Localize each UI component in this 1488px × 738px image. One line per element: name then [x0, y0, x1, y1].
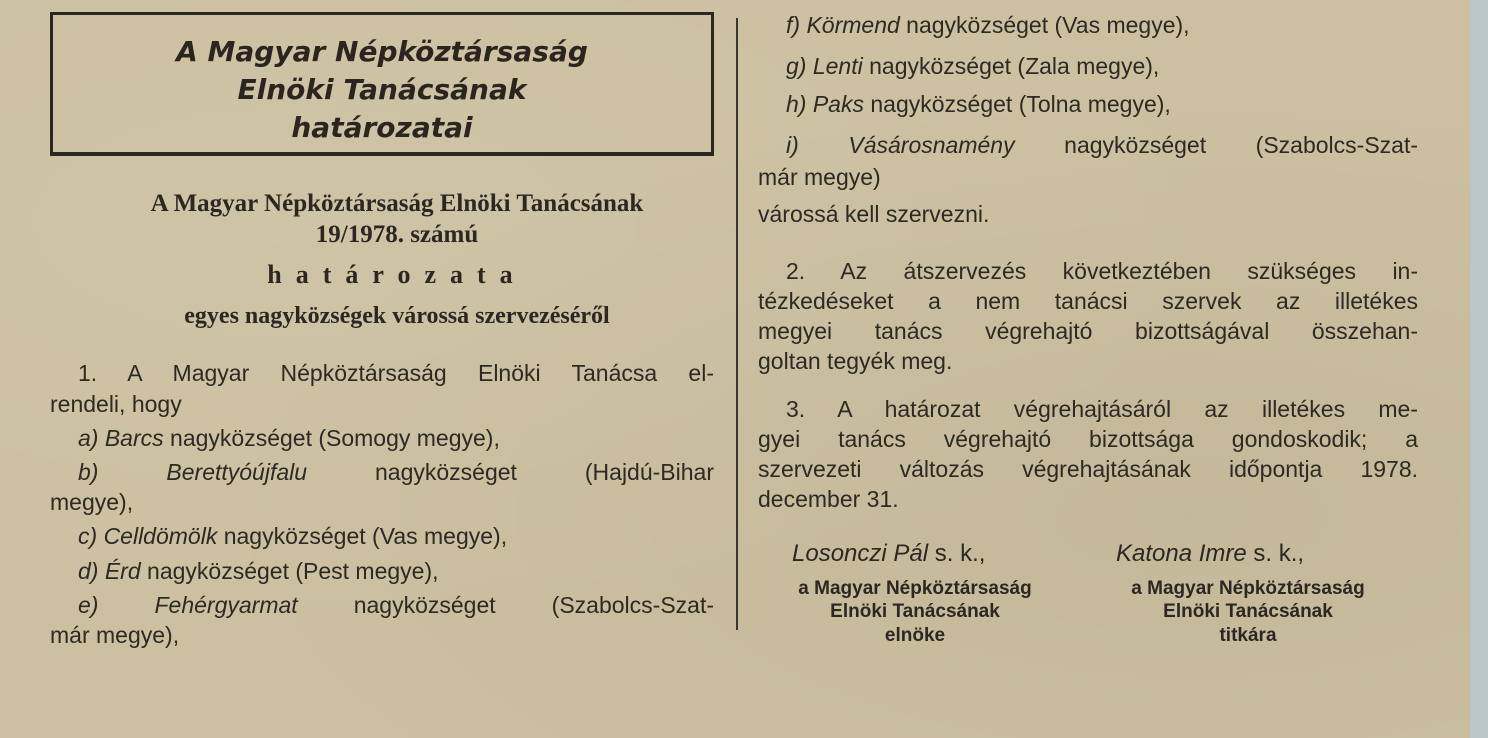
item-letter: f) — [786, 12, 801, 38]
town-name: Barcs — [104, 425, 164, 451]
town-name: Körmend — [806, 12, 900, 38]
header-title-line-1: A Magyar Népköztársaság — [176, 35, 588, 68]
signature-2-title-line-3: titkára — [1219, 625, 1277, 646]
town-name: Lenti — [812, 53, 863, 79]
list-item-d — [78, 558, 439, 585]
paragraph-3-line-1: 3. A határozat végrehajtásáról az illetékes me- — [786, 396, 1418, 422]
item-rest: nagyközséget (Hajdú-Bihar — [307, 459, 714, 485]
signer-suffix: s. k., — [1246, 540, 1305, 567]
list-item-b — [78, 459, 714, 486]
signature-name-1 — [792, 540, 985, 568]
item-letter: b) — [78, 459, 99, 485]
closing-line: várossá kell szervezni. — [758, 201, 990, 227]
town-name: Paks — [812, 91, 864, 117]
header-title-line-2: Elnöki Tanácsának — [237, 73, 527, 106]
signer-name: Katona Imre — [1116, 540, 1247, 567]
intro-number: 19/1978. számú — [315, 221, 479, 248]
signature-2-title-line-1: a Magyar Népköztársaság — [1131, 578, 1365, 599]
town-name: Fehérgyarmat — [154, 592, 298, 618]
list-item-b-cont: megye), — [50, 489, 134, 515]
item-letter: a) — [78, 425, 99, 451]
paragraph-2-line-3: megyei tanács végrehajtó bizottságával összehan- — [758, 318, 1418, 344]
town-name: Vásárosnamény — [848, 132, 1015, 158]
item-letter: i) — [786, 132, 799, 158]
paragraph-1-line-2: rendeli, hogy — [50, 391, 182, 417]
item-rest: nagyközséget (Tolna megye), — [863, 91, 1171, 117]
list-item-h — [786, 91, 1171, 118]
header-title — [53, 33, 711, 147]
list-item-i — [786, 132, 1418, 159]
item-rest: nagyközséget (Vas megye), — [217, 523, 508, 549]
item-rest: nagyközséget (Somogy megye), — [163, 425, 500, 451]
signer-suffix: s. k., — [928, 540, 986, 567]
intro-subject: egyes nagyközségek várossá szervezéséről — [184, 303, 610, 329]
signature-2-title-line-2: Elnöki Tanácsának — [1163, 601, 1333, 622]
scan-edge — [1470, 0, 1488, 738]
item-letter: e) — [78, 592, 99, 618]
item-letter: d) — [78, 558, 99, 584]
paragraph-3-line-3: szervezeti változás végrehajtásának időpontja 1978. — [758, 456, 1418, 482]
list-item-a — [78, 425, 500, 452]
item-letter: h) — [786, 91, 807, 117]
paragraph-3-line-4: december 31. — [758, 486, 899, 512]
header-box — [50, 12, 714, 156]
paragraph-3-line-2: gyei tanács végrehajtó bizottsága gondoskodik; a — [758, 426, 1418, 452]
item-rest: nagyközséget (Pest megye), — [140, 558, 439, 584]
list-item-c — [78, 523, 507, 550]
paragraph-2-line-1: 2. Az átszervezés következtében szükséges in- — [786, 258, 1418, 284]
item-letter: c) — [78, 523, 98, 549]
signer-name: Losonczi Pál — [792, 540, 929, 567]
town-name: Berettyóújfalu — [166, 459, 308, 485]
header-title-line-3: határozatai — [291, 111, 473, 144]
signature-name-2 — [1116, 540, 1304, 568]
intro-heading: határozata — [267, 260, 527, 289]
town-name: Érd — [104, 558, 141, 584]
list-item-g — [786, 53, 1159, 80]
list-item-f — [786, 12, 1190, 39]
item-rest: nagyközséget (Zala megye), — [862, 53, 1160, 79]
item-rest: nagyközséget (Vas megye), — [899, 12, 1190, 38]
signature-1-title-line-2: Elnöki Tanácsának — [830, 601, 1000, 622]
item-rest: nagyközséget (Szabolcs-Szat- — [297, 592, 714, 618]
paragraph-2-line-2: tézkedéseket a nem tanácsi szervek az illetékes — [758, 288, 1418, 314]
signature-1-title-line-1: a Magyar Népköztársaság — [798, 578, 1032, 599]
paragraph-2-line-4: goltan tegyék meg. — [758, 348, 953, 374]
item-rest: nagyközséget (Szabolcs-Szat- — [1014, 132, 1418, 158]
intro-issuer: A Magyar Népköztársaság Elnöki Tanácsának — [150, 190, 644, 217]
signature-1-title-line-3: elnöke — [884, 625, 946, 646]
list-item-i-cont: már megye) — [758, 164, 881, 190]
item-letter: g) — [786, 53, 807, 79]
town-name: Celldömölk — [103, 523, 218, 549]
paragraph-1-line-1: 1. A Magyar Népköztársaság Elnöki Tanácsa el- — [78, 360, 714, 386]
list-item-e-cont: már megye), — [50, 622, 180, 648]
list-item-e — [78, 592, 714, 619]
